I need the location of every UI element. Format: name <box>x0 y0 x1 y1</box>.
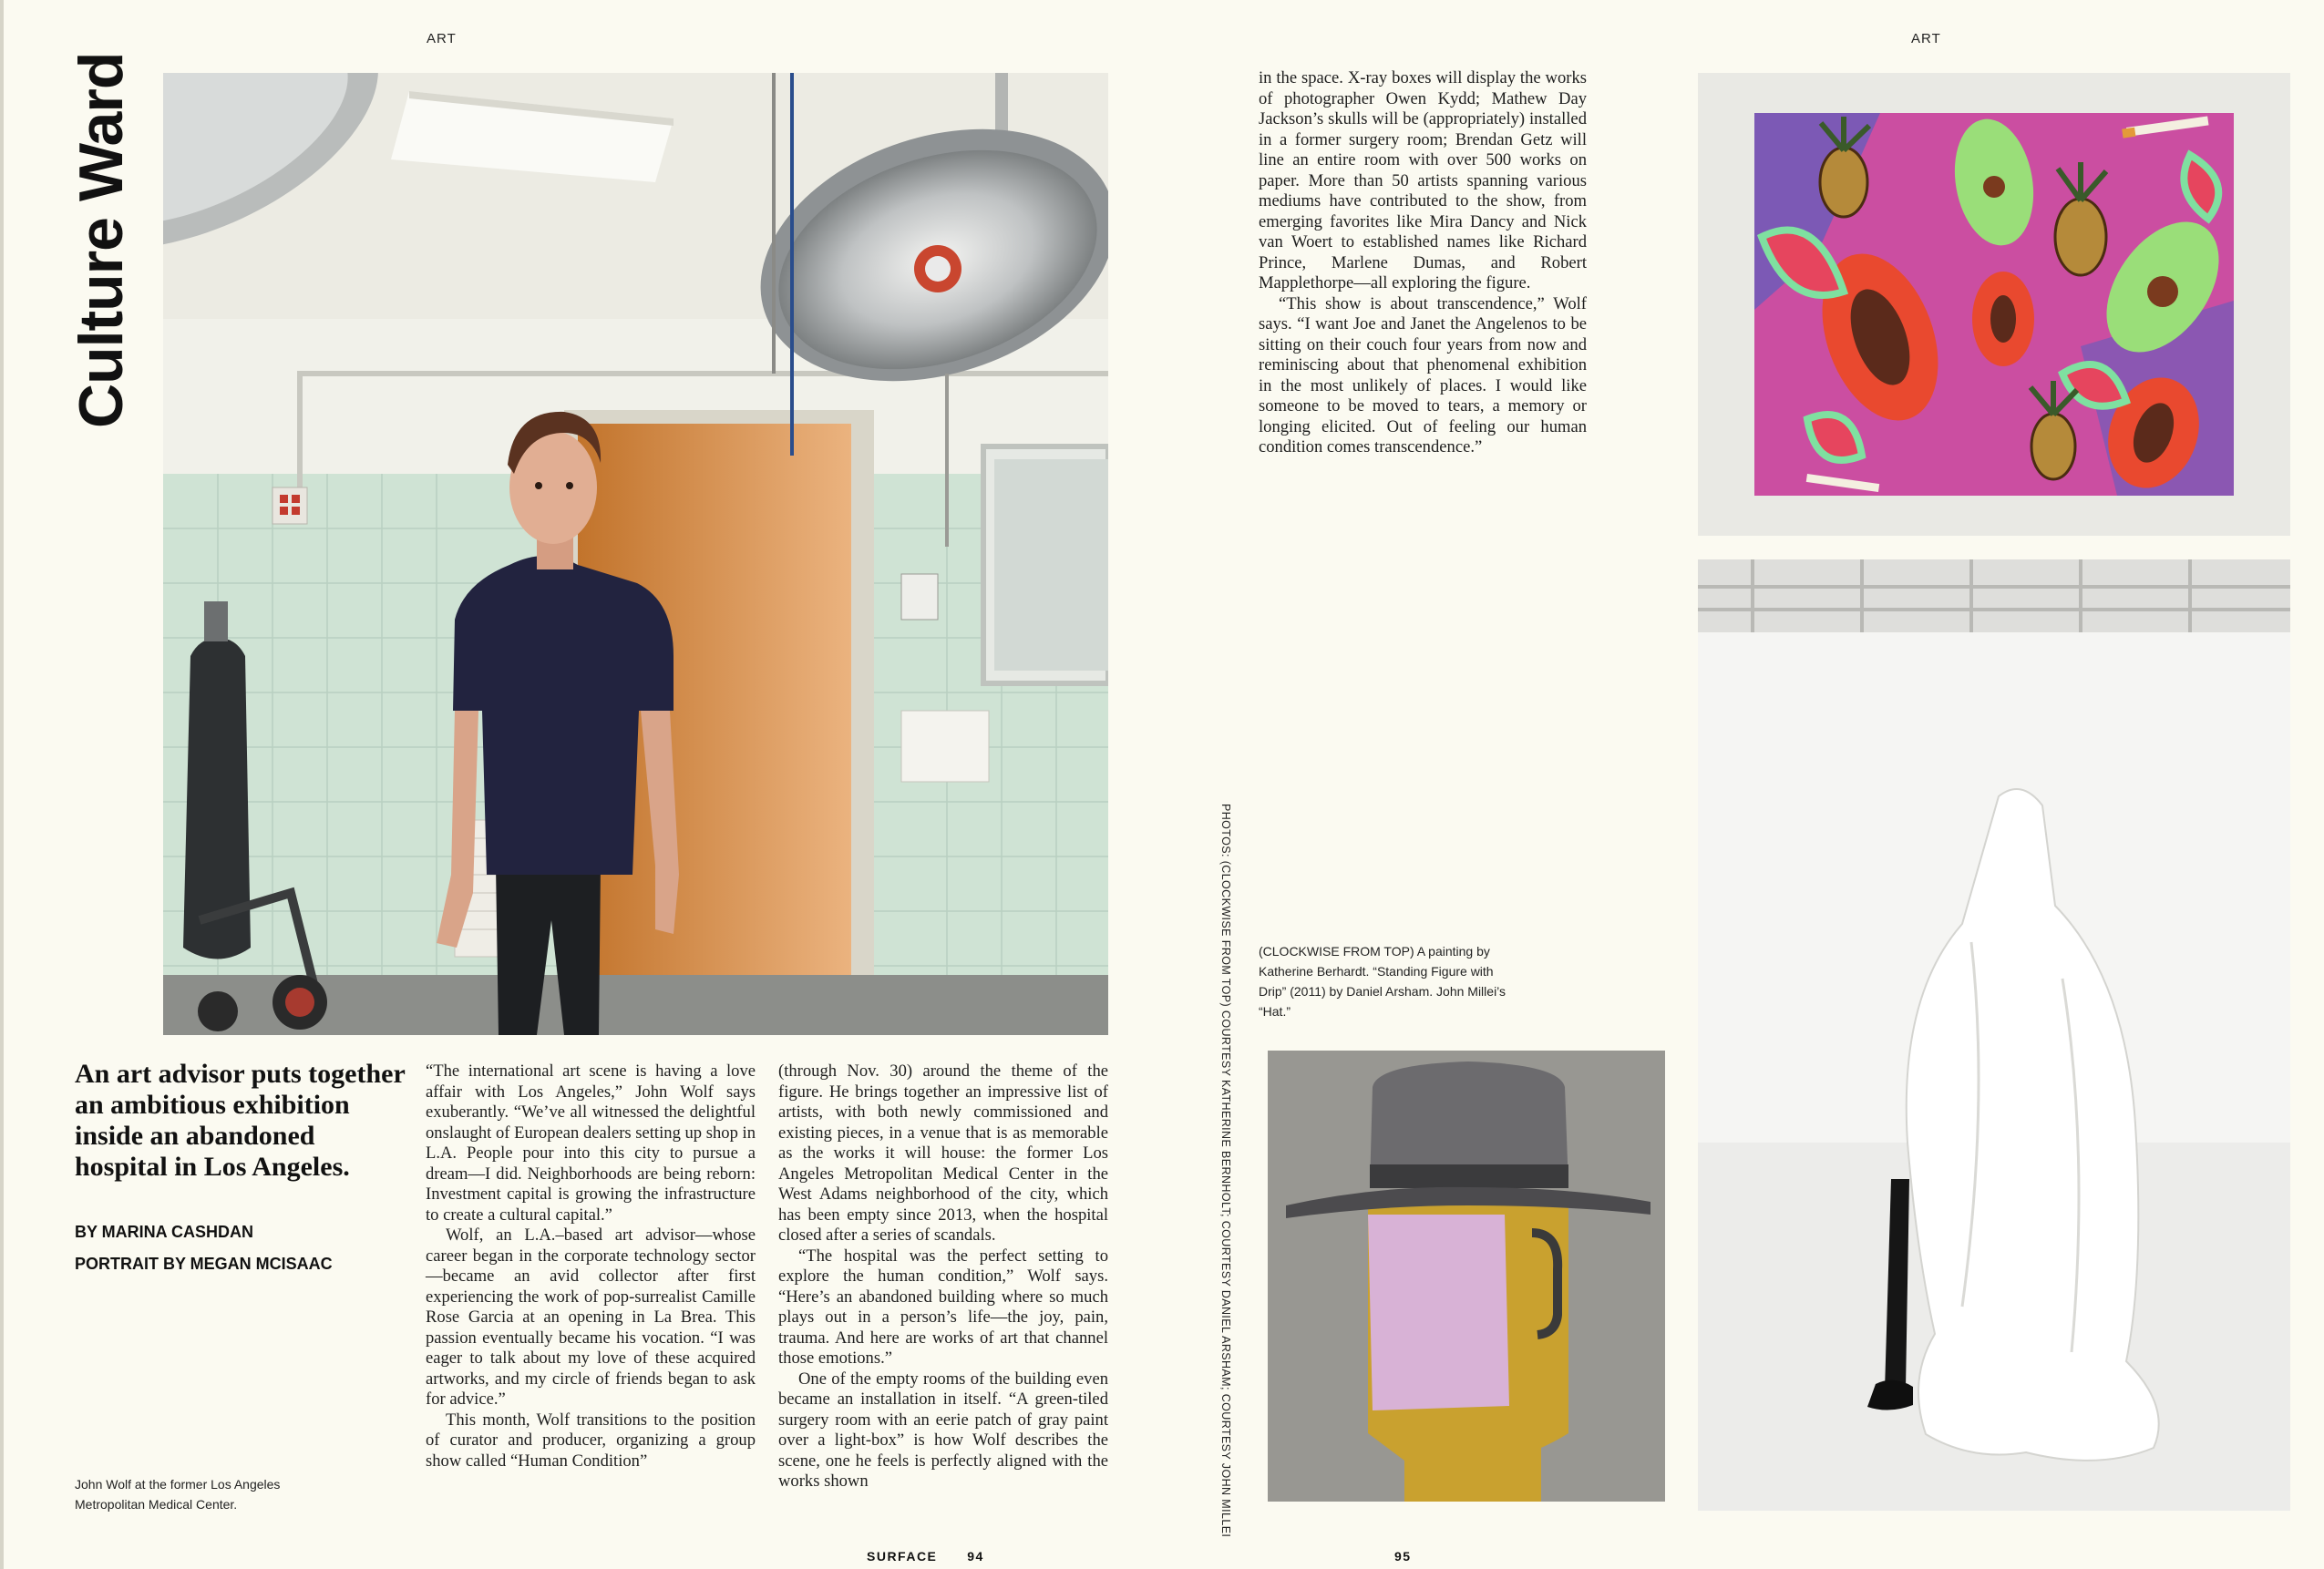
page-number-right: 95 <box>1394 1549 1412 1564</box>
body-column-2 <box>778 1061 1108 1492</box>
paragraph: “The hospital was the perfect setting to explore the human condition,” Wolf says. “Here’s an abandoned building where so much plays out in a person’s life—the joy, pain, trauma. And here are works of art that channel those emotions.” <box>778 1246 1108 1368</box>
byline-author: BY MARINA CASHDAN <box>75 1223 254 1241</box>
fruit-painting-photo <box>1698 73 2290 536</box>
paragraph: in the space. X-ray boxes will display the works of photographer Owen Kydd; Mathew Day Jackson’s skulls will be (appropriately) installed in a former surgery room; Brendan Getz will line an entire room with over 500 works on paper. More than 50 artists spanning various mediums have contributed to the show, from emerging favorites like Mira Dancy and Nick van Woert to established names like Richard Prince, Marlene Dumas, and Robert Mapplethorpe—all exploring the figure. <box>1259 68 1587 292</box>
byline-portrait: PORTRAIT BY MEGAN MCISAAC <box>75 1255 333 1273</box>
page-number-left: 94 <box>967 1549 984 1564</box>
paragraph: “This show is about transcendence,” Wolf says. “I want Joe and Janet the Angelenos to be sitting on their couch four years from now and reminiscing about that phenomenal exhibition in the most unlikely of places. I would like someone to be moved to tears, a memory or longing elicited. Out of feeling our human condition comes transcendence.” <box>1259 293 1587 456</box>
portrait-photo <box>163 73 1108 1035</box>
sculpture-illustration <box>1698 559 2290 1511</box>
fruit-painting-illustration <box>1698 73 2290 536</box>
paragraph: This month, Wolf transitions to the position of curator and producer, organizing a group show called “Human Condition” <box>426 1410 756 1471</box>
sculpture-photo <box>1698 559 2290 1511</box>
paragraph: Wolf, an L.A.–based art advisor—whose career began in the corporate technology sector—became an avid collector after first experiencing the work of pop-surrealist Camille Rose Garcia at an opening in La Brea. This passion eventually became his vocation. “I was eager to talk about my love of these acquired artworks, and my circle of friends began to ask for advice.” <box>426 1225 756 1409</box>
paragraph: “The international art scene is having a love affair with Los Angeles,” John Wolf says exuberantly. “We’ve all witnessed the delightful onslaught of European dealers setting up shop in L.A. People pour into this city to pursue a dream—I did. Neighborhoods are being reborn: Investment capital is growing the infrastructure to create a cultural capital.” <box>426 1061 756 1225</box>
paragraph: One of the empty rooms of the building even became an installation in itself. “A green-tiled surgery room with an eerie patch of gray paint over a light-box” is how Wolf describes the scene, one he feels is perfectly aligned with the works shown <box>778 1369 1108 1491</box>
folio-left <box>867 1549 984 1564</box>
article-title: Culture Ward <box>67 52 136 428</box>
artwork-caption: (CLOCKWISE FROM TOP) A painting by Katherine Berhardt. “Standing Figure with Drip” (2011) by Daniel Arsham. John Millei’s “Hat.” <box>1259 944 1506 1019</box>
portrait-caption: John Wolf at the former Los Angeles Metropolitan Medical Center. <box>75 1477 281 1512</box>
hat-painting-illustration <box>1268 1051 1665 1502</box>
photo-credit <box>1214 804 1232 1538</box>
paragraph: (through Nov. 30) around the theme of the figure. He brings together an impressive list of artists, with both newly commissioned and existing pieces, in a venue that is as memorable as the works it will house: the former Los Angeles Metropolitan Medical Center in the West Adams neighborhood of the city, which has been empty since 2013, when the hospital closed after a series of scandals. <box>778 1061 1108 1245</box>
magazine-name: SURFACE <box>867 1549 938 1564</box>
page-gutter-edge <box>0 0 4 1569</box>
section-label-left: ART <box>427 31 457 46</box>
portrait-photo-illustration <box>163 73 1108 1035</box>
article-deck: An art advisor puts together an ambitious exhibition inside an abandoned hospital in Los Angeles. <box>75 1059 406 1182</box>
body-column-3 <box>1259 68 1587 458</box>
section-label-right: ART <box>1911 31 1941 46</box>
hat-painting-photo <box>1268 1051 1665 1502</box>
folio-right <box>1394 1549 1412 1564</box>
photo-credit-text: PHOTOS: (CLOCKWISE FROM TOP) COURTESY KATHERINE BERNHOLT; COURTESY DANIEL ARSHAM; COURTESY JOHN MILLEI <box>1219 804 1232 1538</box>
body-column-1 <box>426 1061 756 1472</box>
